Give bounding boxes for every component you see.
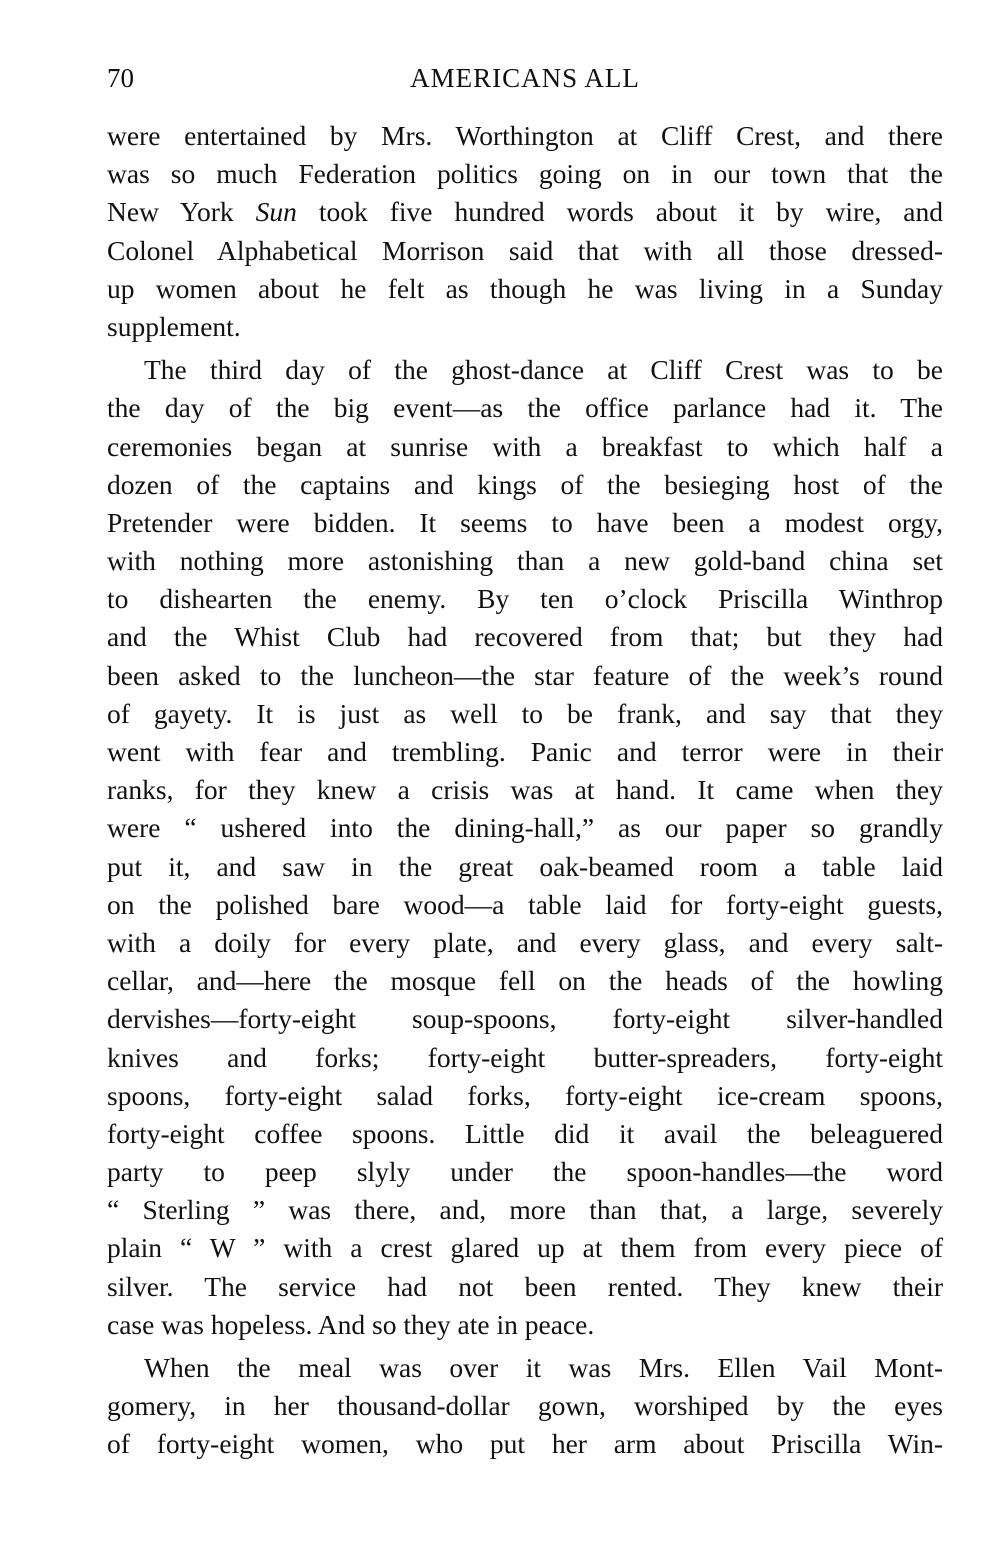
text-line: gomery, in her thousand-dollar gown, worshiped by the eyes: [107, 1390, 943, 1422]
text-line: cellar, and—here the mosque fell on the heads of the howling: [107, 965, 943, 997]
text-line: were entertained by Mrs. Worthington at Cliff Crest, and there: [107, 120, 943, 151]
text-line: “ Sterling ” was there, and, more than that, a large, severely: [107, 1194, 943, 1226]
text-line: been asked to the luncheon—the star feature of the week’s round: [107, 659, 943, 691]
paragraph-1: [107, 117, 943, 346]
text-line: on the polished bare wood—a table laid for forty-eight guests,: [107, 888, 943, 920]
text-line: of forty-eight women, who put her arm about Priscilla Win-: [107, 1428, 943, 1460]
text-line: Colonel Alphabetical Morrison said that with all those dressed-: [107, 234, 943, 266]
text-line: dozen of the captains and kings of the besieging host of the: [107, 468, 943, 500]
text-line: were “ ushered into the dining-hall,” as our paper so grandly: [107, 812, 943, 844]
text-line: ranks, for they knew a crisis was at hand. It came when they: [107, 774, 943, 806]
text-line: Pretender were bidden. It seems to have been a modest orgy,: [107, 506, 943, 538]
text-line: with a doily for every plate, and every glass, and every salt-: [107, 926, 943, 958]
paragraph-2: [107, 351, 943, 1344]
page-header: [107, 58, 943, 98]
text-line: [107, 193, 943, 231]
text-line: spoons, forty-eight salad forks, forty-eight ice-cream spoons,: [107, 1079, 943, 1111]
text-line: ceremonies began at sunrise with a breakfast to which half a: [107, 430, 943, 462]
text-line: to dishearten the enemy. By ten o’clock Priscilla Winthrop: [107, 583, 943, 615]
body-text: [107, 117, 943, 1469]
newspaper-title: Sun: [255, 196, 297, 228]
text-line: forty-eight coffee spoons. Little did it avail the beleaguered: [107, 1117, 943, 1149]
text-line: and the Whist Club had recovered from that; but they had: [107, 621, 943, 653]
text-line: silver. The service had not been rented. They knew their: [107, 1270, 943, 1302]
text-line: up women about he felt as though he was living in a Sunday: [107, 272, 943, 304]
text-line: put it, and saw in the great oak-beamed room a table laid: [107, 850, 943, 882]
text-line: knives and forks; forty-eight butter-spreaders, forty-eight: [107, 1041, 943, 1073]
running-head: AMERICANS ALL: [410, 63, 640, 93]
text-line: dervishes—forty-eight soup-spoons, forty-eight silver-handled: [107, 1003, 943, 1035]
text-run: took five hundred words about it by wire, and: [296, 196, 943, 228]
text-line: of gayety. It is just as well to be frank, and say that they: [107, 697, 943, 729]
text-line: was so much Federation politics going on in our town that the: [107, 158, 943, 190]
text-line: went with fear and trembling. Panic and terror were in their: [107, 736, 943, 767]
page-number: 70: [107, 63, 134, 93]
text-line: plain “ W ” with a crest glared up at them from every piece of: [107, 1232, 943, 1264]
text-line: supplement.: [107, 310, 241, 342]
text-line: The third day of the ghost-dance at Cliff Crest was to be: [144, 354, 943, 386]
paragraph-3: [107, 1349, 943, 1464]
text-line: case was hopeless. And so they ate in peace.: [107, 1308, 595, 1340]
text-line: with nothing more astonishing than a new gold-band china set: [107, 545, 943, 577]
text-line: party to peep slyly under the spoon-handles—the word: [107, 1156, 943, 1188]
text-line: When the meal was over it was Mrs. Ellen Vail Mont-: [144, 1352, 943, 1383]
text-line: the day of the big event—as the office parlance had it. The: [107, 392, 943, 424]
text-run: New York: [107, 196, 256, 228]
